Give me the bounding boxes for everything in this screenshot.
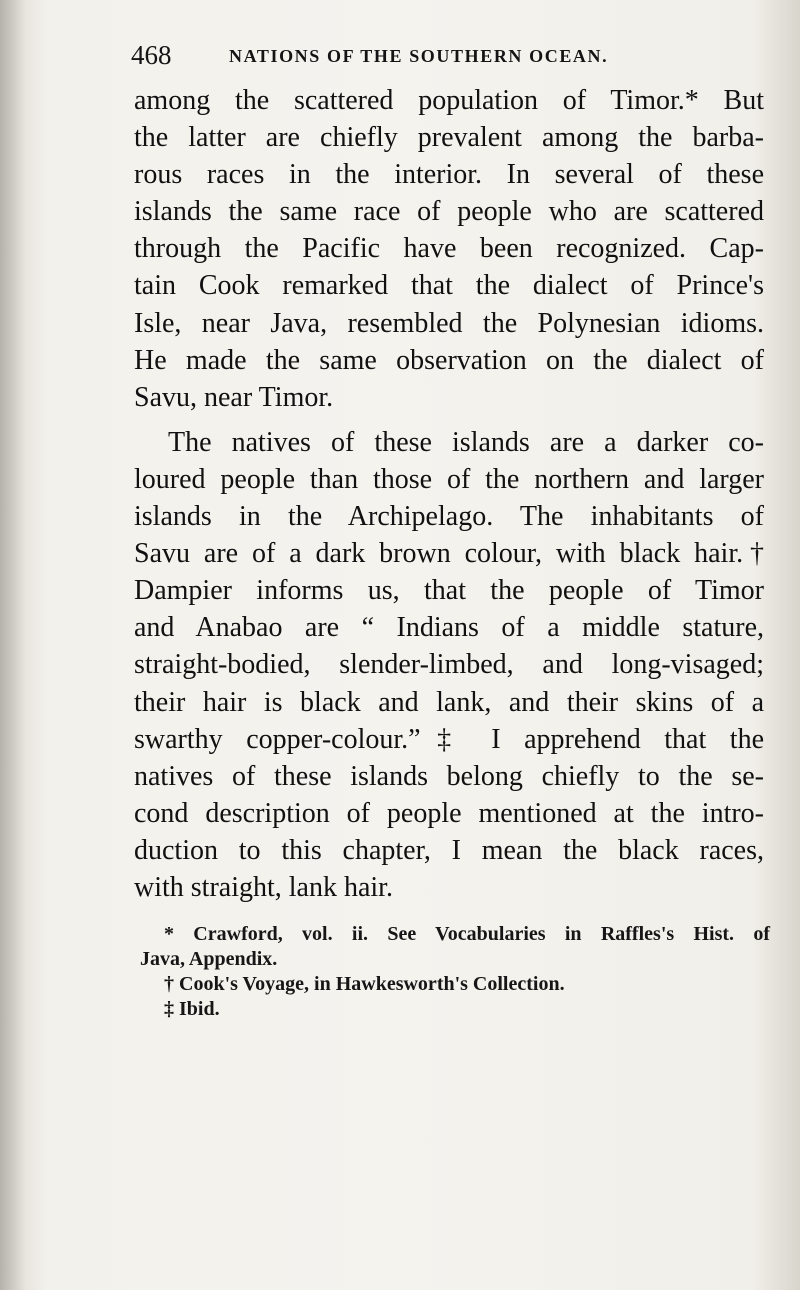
text-line: Dampier informs us, that the people of Timor bbox=[134, 575, 764, 607]
text-line: Savu are of a dark brown colour, with black hair.† bbox=[134, 538, 764, 570]
text-line: rous races in the interior. In several of these bbox=[134, 159, 764, 191]
text-line: the latter are chiefly prevalent among the barba- bbox=[134, 122, 764, 154]
text-line: cond description of people mentioned at the intro- bbox=[134, 797, 764, 829]
footnote-cook: † Cook's Voyage, in Hawkesworth's Collection. bbox=[164, 973, 565, 995]
footnote-crawford-continued: Java, Appendix. bbox=[140, 948, 278, 970]
text-line: The natives of these islands are a darker co- bbox=[168, 426, 764, 458]
text-line: loured people than those of the northern and larger bbox=[134, 463, 764, 495]
text-line: and Anabao are “ Indians of a middle stature, bbox=[134, 612, 764, 644]
text-line: among the scattered population of Timor.* But bbox=[134, 85, 764, 116]
page-header bbox=[131, 40, 771, 70]
text-line: swarthy copper-colour.”‡ I apprehend that the bbox=[134, 723, 764, 755]
running-title: NATIONS OF THE SOUTHERN OCEAN. bbox=[229, 46, 609, 66]
page-number: 468 bbox=[131, 40, 172, 70]
text-line: Savu, near Timor. bbox=[134, 381, 334, 413]
text-line: He made the same observation on the dialect of bbox=[134, 344, 764, 376]
text-line: islands in the Archipelago. The inhabitants of bbox=[134, 501, 764, 533]
footnotes bbox=[140, 922, 770, 1022]
body-text bbox=[134, 82, 764, 906]
spine-shadow bbox=[0, 0, 26, 1290]
text-line: duction to this chapter, I mean the black races, bbox=[134, 834, 764, 866]
text-line: through the Pacific have been recognized. Cap- bbox=[134, 233, 764, 265]
text-line: tain Cook remarked that the dialect of Prince's bbox=[134, 270, 764, 302]
footnote-crawford: * Crawford, vol. ii. See Vocabularies in Raffles's Hist. of bbox=[164, 923, 770, 945]
text-line: natives of these islands belong chiefly to the se- bbox=[134, 760, 764, 792]
footnote-ibid: ‡ Ibid. bbox=[164, 998, 220, 1020]
text-line: their hair is black and lank, and their skins of a bbox=[134, 686, 764, 718]
text-line: straight-bodied, slender-limbed, and long-visaged; bbox=[134, 649, 764, 681]
text-line: islands the same race of people who are scattered bbox=[134, 196, 764, 228]
paragraph-gap bbox=[134, 416, 764, 424]
text-line: Isle, near Java, resembled the Polynesian idioms. bbox=[134, 307, 764, 339]
paragraph-2 bbox=[134, 424, 764, 906]
paragraph-1 bbox=[134, 82, 764, 416]
text-line: with straight, lank hair. bbox=[134, 871, 393, 903]
